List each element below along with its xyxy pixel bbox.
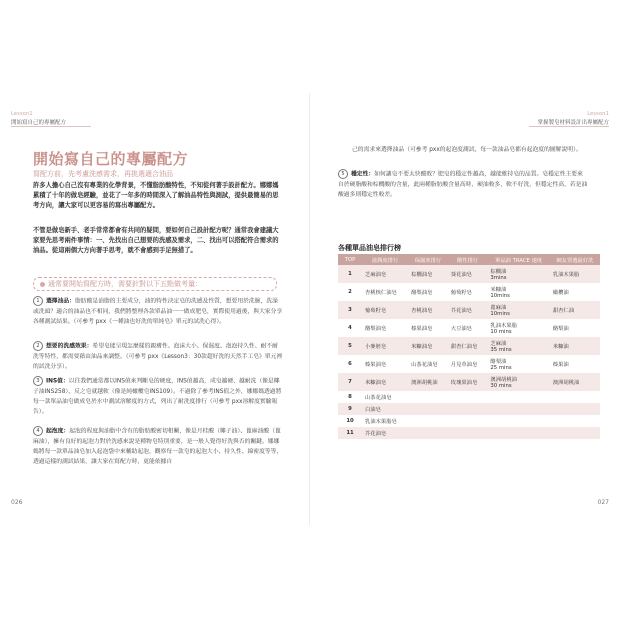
table-row (338, 337, 600, 355)
item-text: 希望皂能呈現怎麼樣的親膚性、泡沫大小、保濕度、泡泡持久性、耐不耐洗等特性，都需要藉由油品來調整。（可參考 pxx《Lesson3：30款超好洗的天然手工皂》單元裡的試洗分享）。 (33, 343, 283, 370)
table-cell: 小麥胚皂 (362, 337, 408, 355)
table-cell: 芥花油皂 (448, 301, 488, 319)
table-cell (487, 415, 549, 427)
consideration-item-2 (33, 341, 283, 372)
table-cell: 酪梨油皂 (408, 283, 448, 301)
table-cell: 葡萄籽皂 (448, 283, 488, 301)
ranking-table (338, 254, 600, 439)
table-cell: 乳油木果脂 (550, 265, 600, 283)
table-cell (448, 427, 488, 439)
page-number-right: 027 (597, 499, 609, 506)
rank-cell: 11 (338, 427, 362, 439)
table-cell (408, 391, 448, 403)
table-cell: 榛果油皂 (362, 355, 408, 373)
table-header-row (338, 254, 600, 265)
table-cell (550, 403, 600, 415)
running-header: 開始寫自己的專屬配方 (11, 120, 67, 126)
table-cell: 棕櫚油皂 (408, 265, 448, 283)
table-cell: 乳油木果脂皂 (362, 415, 408, 427)
consideration-item-1 (33, 296, 283, 327)
continued-text: 己的需求來選擇油品（可參考 pxx的起泡度測試，每一款油品皂都有起泡度的圖解說明）。 (352, 147, 582, 153)
table-cell (448, 391, 488, 403)
table-cell: 米糠油皂 (408, 337, 448, 355)
consideration-item-3 (33, 376, 283, 417)
column-header: 酸性排行 (448, 254, 488, 265)
column-header: 滋潤度排行 (362, 254, 408, 265)
table-cell: 澳洲胡桃油 30 mins (487, 373, 549, 391)
table-cell: 葵花油皂 (448, 265, 488, 283)
table-cell: 米糠油 10mins (487, 283, 549, 301)
table-cell: 杏桃核仁油皂 (362, 283, 408, 301)
circled-number-icon: 4 (33, 426, 43, 436)
table-row (338, 265, 600, 283)
column-header: 網友票選最好洗 (550, 254, 600, 265)
table-cell: 棕櫚油 3mins (487, 265, 549, 283)
circled-number-icon: 5 (338, 169, 348, 179)
table-cell: 乳油木果脂 10 mins (487, 319, 549, 337)
table-cell: 米糠油 (550, 337, 600, 355)
banner-text: 通常要開始寫配方時，需要針對以下五點做考量： (48, 280, 202, 288)
table-cell: 酪梨油皂 (362, 319, 408, 337)
rank-cell: 1 (338, 265, 362, 283)
header-divider (11, 126, 91, 127)
table-row (338, 403, 600, 415)
item-text: 脂肪酸是油脂的主要成分，油的特性決定皂的洗感及性質，想要用於洗臉，洗澡或洗頭？適合的油品也不相同，我們將整理各款單品油一一做成肥皂，實際使用過後，與大家分享各種測試結果。（可參考 pxx《一種油也好洗的單純皂》單元的試洗心得）。 (33, 298, 283, 325)
table-cell: 酪梨油 (550, 319, 600, 337)
table-row (338, 319, 600, 337)
table-cell (487, 391, 549, 403)
rank-cell: 6 (338, 355, 362, 373)
table-cell: 山茶花油皂 (362, 391, 408, 403)
table-row (338, 355, 600, 373)
considerations-banner (33, 277, 277, 291)
table-cell (487, 427, 549, 439)
table-cell: 山茶花油皂 (408, 355, 448, 373)
table-row (338, 373, 600, 391)
table-row (338, 415, 600, 427)
table-row (338, 301, 600, 319)
item-text: 起泡的程度與油脂中含有的脂肪酸密切相關，像是月桂酸（椰子油）、蓖麻油酸（蓖麻油），擁有良好的起泡力對於洗感來說是種物皂特別重要，是一般人覺得好洗與否的關鍵。娜娜媽將每一款單品油皂加入起泡袋中來輔助起泡，觀察每一款皂的起泡大小、持久性、綿密度等等，透過這樣的測試結果，讓大家在寫配方時，更能依據自 (33, 428, 283, 465)
rank-cell: 4 (338, 319, 362, 337)
rank-cell: 2 (338, 283, 362, 301)
table-cell: 白油皂 (362, 403, 408, 415)
consideration-item-4 (33, 426, 283, 467)
table-cell: 玫瑰果油皂 (448, 373, 488, 391)
table-cell: 芥花油皂 (362, 427, 408, 439)
table-row (338, 283, 600, 301)
table-cell: 酪梨油 25 mins (487, 355, 549, 373)
item-lead: 穩定性： (351, 171, 375, 178)
table-cell: 芝麻油皂 (362, 265, 408, 283)
table-cell (550, 391, 600, 403)
table-body (338, 265, 600, 439)
column-header: 單品油 TRACE 速度 (487, 254, 549, 265)
table-cell (550, 427, 600, 439)
left-page (0, 93, 310, 525)
rank-cell: 10 (338, 415, 362, 427)
table-cell: 澳洲胡桃油 (550, 373, 600, 391)
table-cell: 米糠油皂 (362, 373, 408, 391)
item-lead: 起泡度： (46, 428, 70, 435)
item-text: 以往我們通常都以INS值來判斷皂的硬度，INS值越高，成皂越硬、越耐洗（像是椰子油INS258），反之皂就越軟（像是純橄欖皂INS109）。不過除了參考INS值之外，娜娜媽透過將每一款單品油皂做成皂於水中測試溶解度的方式，列出了耐洗度排行（可參考 pxx溶解度實驗報告）。 (33, 378, 282, 415)
table-cell (448, 403, 488, 415)
lesson-label: Lesson1 (587, 111, 609, 117)
rank-cell: 3 (338, 301, 362, 319)
circled-number-icon: 1 (33, 296, 43, 306)
table-cell: 甜杏仁油皂 (448, 337, 488, 355)
page-title: 開始寫自己的專屬配方 (33, 150, 189, 168)
table-cell (487, 403, 549, 415)
table-cell: 芝麻油 35 mins (487, 337, 549, 355)
rank-cell: 8 (338, 391, 362, 403)
table-row (338, 427, 600, 439)
book-spread (0, 93, 620, 525)
table-cell: 大豆油皂 (448, 319, 488, 337)
table-cell (448, 415, 488, 427)
intro-paragraph-1: 許多人擔心自己沒有專業的化學背景，不懂脂肪酸特性，不知從何著手設計配方。娜娜媽累積了十年的做皂經驗，並花了一年多的時間深入了解油品特性與測試，提供最簡易的思考方向，讓大家可以更容易的寫出專屬配方。 (33, 182, 279, 209)
table-cell: 榛果油皂 (408, 319, 448, 337)
rank-cell: 7 (338, 373, 362, 391)
table-cell (408, 403, 448, 415)
table-cell: 榛果油 (550, 355, 600, 373)
table-cell (408, 415, 448, 427)
consideration-item-5 (338, 169, 588, 200)
table-cell: 杏桃油皂 (408, 301, 448, 319)
table-cell: 甜杏仁油 (550, 301, 600, 319)
running-header: 掌握製皂材料設計出專屬配方 (537, 120, 609, 126)
table-cell: 澳洲胡桃油 (408, 373, 448, 391)
ranking-table-title: 各種單品油皂排行榜 (338, 244, 401, 252)
page-subtitle: 寫配方前，先考慮洗感需求，再挑選適合油品 (33, 170, 173, 178)
intro-paragraph-2: 不管是做皂新手、老手常常都會有共同的疑問，要如何自己設計配方呢？通常我會建議大家要先思考兩件事情：一、先找出自己想要的洗感及需求，二、找出可以搭配符合需求的油品。從這兩個大方向著手思考，就不會感到手足無措了。 (33, 227, 279, 254)
lesson-label: Lesson1 (11, 111, 33, 117)
table-cell: 橄欖油 (550, 283, 600, 301)
bullet-icon (40, 282, 45, 287)
table-cell: 蓖麻油 10mins (487, 301, 549, 319)
item-lead: 選擇油品： (46, 298, 75, 305)
rank-cell: 9 (338, 403, 362, 415)
table-row (338, 391, 600, 403)
circled-number-icon: 3 (33, 376, 43, 386)
table-cell: 月見草油皂 (448, 355, 488, 373)
table-cell (550, 415, 600, 427)
table-cell (408, 427, 448, 439)
column-header: TOP (338, 254, 362, 265)
item-text: 如何讓皂不要太快酸敗？肥皂的穩定性越高，越能維持皂的品質。皂穩定性主要來自於硬脂酸和棕櫚酸的含量，此兩種脂肪酸含量高時，硬油較多，軟不好洗，但穩定性高，若是油酸過多則穩定性較差。 (338, 171, 588, 198)
column-header: 保濕度排行 (408, 254, 448, 265)
header-divider (529, 126, 609, 127)
circled-number-icon: 2 (33, 341, 43, 351)
item-lead: INS值： (46, 378, 69, 385)
page-number-left: 026 (11, 499, 23, 506)
table-cell: 葡萄籽皂 (362, 301, 408, 319)
rank-cell: 5 (338, 337, 362, 355)
item-lead: 想要的洗感效果： (46, 343, 93, 350)
